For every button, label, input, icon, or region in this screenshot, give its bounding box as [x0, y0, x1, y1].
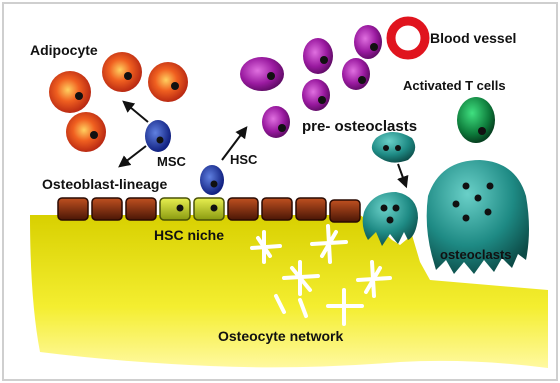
osteoblast-cell: [228, 198, 258, 220]
adipocyte-cell: [66, 112, 106, 152]
label-adipocyte: Adipocyte: [30, 42, 98, 58]
label-hsc-niche: HSC niche: [154, 227, 225, 243]
msc-cell: [145, 120, 171, 152]
osteoblast-cell: [126, 198, 156, 220]
hsc-cell: [200, 165, 224, 195]
pre-osteoclast-cell: [303, 38, 333, 74]
label-pre-osteoclasts: pre- osteoclasts: [302, 118, 418, 135]
osteoblast-cell: [262, 198, 292, 220]
label-osteoblast-lineage: Osteoblast-lineage: [42, 176, 168, 192]
pre-osteoclast-cell: [342, 58, 370, 90]
pre-osteoclast-cell: [262, 106, 290, 138]
osteoblast-lining: [58, 198, 360, 222]
label-osteoclasts: osteoclasts: [440, 247, 512, 262]
pre-osteoclast-cell: [354, 25, 382, 59]
label-osteocyte-network: Osteocyte network: [218, 328, 344, 344]
adipocyte-cell: [102, 52, 142, 92]
adipocyte-cell: [49, 71, 91, 113]
osteoblast-cell: [92, 198, 122, 220]
osteoblast-cell: [330, 200, 360, 222]
osteoblast-cell: [296, 198, 326, 220]
label-blood-vessel: Blood vessel: [430, 30, 517, 46]
pre-osteoclast-cell: [240, 57, 284, 91]
label-activated-t-cells: Activated T cells: [403, 78, 506, 93]
label-msc: MSC: [157, 154, 186, 169]
t-cell: [457, 97, 495, 143]
niche-cell: [160, 198, 190, 220]
pre-osteoclast-cell: [302, 79, 330, 111]
niche-cell: [194, 198, 224, 220]
osteoblast-cell: [58, 198, 88, 220]
label-hsc: HSC: [230, 152, 258, 167]
adipocyte-cell: [148, 62, 188, 102]
